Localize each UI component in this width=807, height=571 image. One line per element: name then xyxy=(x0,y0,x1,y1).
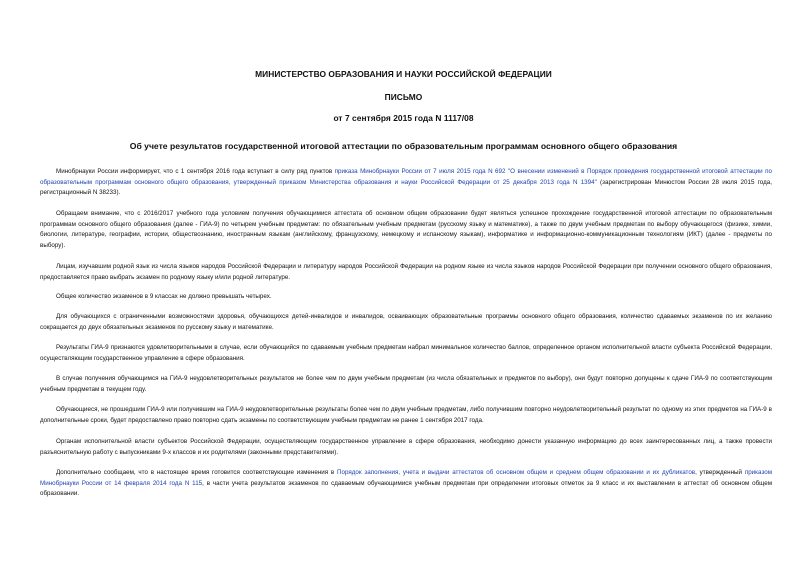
paragraph-10-text-b: , утвержденный xyxy=(695,469,745,476)
document-date-number: от 7 сентября 2015 года N 1117/08 xyxy=(333,113,474,123)
paragraph-1 xyxy=(40,167,772,199)
paragraph-6: Результаты ГИА-9 признаются удовлетворительными в случае, если обучающийся по сдаваемым учебным предметам набрал минимальное количество баллов, определенное органом исполнительной власти субъекта Российской Федерации, осуществляющим государственное управление в сфере образования. xyxy=(40,344,772,362)
paragraph-10 xyxy=(40,468,772,500)
paragraph-10-text-a: Дополнительно сообщаем, что в настоящее время готовится соответствующие изменения в xyxy=(56,469,338,476)
paragraph-1-text-b: (зарегистрирован Минюстом России 28 июля 2015 года, регистрационный N 38233). xyxy=(40,178,772,197)
paragraph-8: Обучающиеся, не прошедшим ГИА-9 или получившим на ГИА-9 неудовлетворительные результаты более чем по двум учебным предметам, либо получившим повторно неудовлетворительный результат по одному из этих предметов на ГИА-9 в дополнительные сроки, будет предоставлено право повторно сдать экзамены по соответствующим учебным предметам не ранее 1 сентября 2017 года. xyxy=(40,406,772,424)
paragraph-4: Общее количество экзаменов в 9 классах не должно превышать четырех. xyxy=(56,293,272,300)
paragraph-10-text-c: , в части учета результатов экзаменов по сдаваемым обучающимися учебным предметам при определении итоговых отметок за 9 класс и их выставлении в аттестат об основном общем образовании. xyxy=(40,479,772,498)
document-subject: Об учете результатов государственной итоговой аттестации по образовательным программам основного общего образования xyxy=(129,141,678,151)
attestat-procedure-link[interactable]: Порядок заполнения, учета и выдачи аттестатов об основном общем и среднем общем образовании и их дубликатов xyxy=(337,469,696,476)
paragraph-2: Обращаем внимание, что с 2016/2017 учебного года условием получения обучающимися аттестата об основном общем образовании будет являться успешное прохождение государственной итоговой аттестации по образовательным программам основного общего образования (далее - ГИА-9) по четырем учебным предметам: по обязательным учебным предметам (русскому языку и математике), а также по двум учебным предметам по выбору обучающегося (физике, химии, биологии, литературе, географии, истории, обществознанию, иностранным языкам (английскому, французскому, немецкому и испанскому языкам), информатике и информационно-коммуникационным технологиям (ИКТ) (далее - предметы по выбору). xyxy=(40,210,772,249)
ministry-heading: МИНИСТЕРСТВО ОБРАЗОВАНИЯ И НАУКИ РОССИЙСКОЙ ФЕДЕРАЦИИ xyxy=(255,69,552,79)
paragraph-9: Органам исполнительной власти субъектов Российской Федерации, осуществляющим государственное управление в сфере образования, необходимо донести указанную информацию до всех заинтересованных лиц, а также провести разъяснительную работу с выпускниками 9-х классов и их родителями (законными представителями). xyxy=(40,438,772,456)
paragraph-5: Для обучающихся с ограниченными возможностями здоровья, обучающихся детей-инвалидов и инвалидов, осваивающих образовательные программы основного общего образования, количество сдаваемых экзаменов по их желанию сокращается до двух обязательных экзаменов по русскому языку и математике. xyxy=(40,313,772,331)
paragraph-3: Лицам, изучавшим родной язык из числа языков народов Российской Федерации и литературу народов Российской Федерации на родном языке из числа языков народов Российской Федерации при получении основного общего образования, предоставляется право выбрать экзамен по родному языку и/или родной литературе. xyxy=(40,263,772,281)
paragraph-7: В случае получения обучающимся на ГИА-9 неудовлетворительных результатов не более чем по двум учебным предметам (из числа обязательных и предметов по выбору), они будут повторно допущены к сдаче ГИА-9 по соответствующим учебным предметам в текущем году. xyxy=(40,375,772,393)
document-type: ПИСЬМО xyxy=(384,92,423,102)
paragraph-1-text-a: Минобрнауки России информирует, что с 1 сентября 2016 года вступает в силу ряд пунктов xyxy=(56,168,335,175)
order-115-link[interactable]: приказом Минобрнауки России от 14 февраля 2014 года N 115 xyxy=(40,469,773,487)
order-692-link[interactable]: приказа Минобрнауки России от 7 июля 2015 года N 692 "О внесении изменений в Порядок проведения государственной итоговой аттестации по образовательным программам основного общего образования, утвержденный приказом Министерства образования и науки Российской Федерации от 25 декабря 2013 года N 1394" xyxy=(40,168,772,186)
